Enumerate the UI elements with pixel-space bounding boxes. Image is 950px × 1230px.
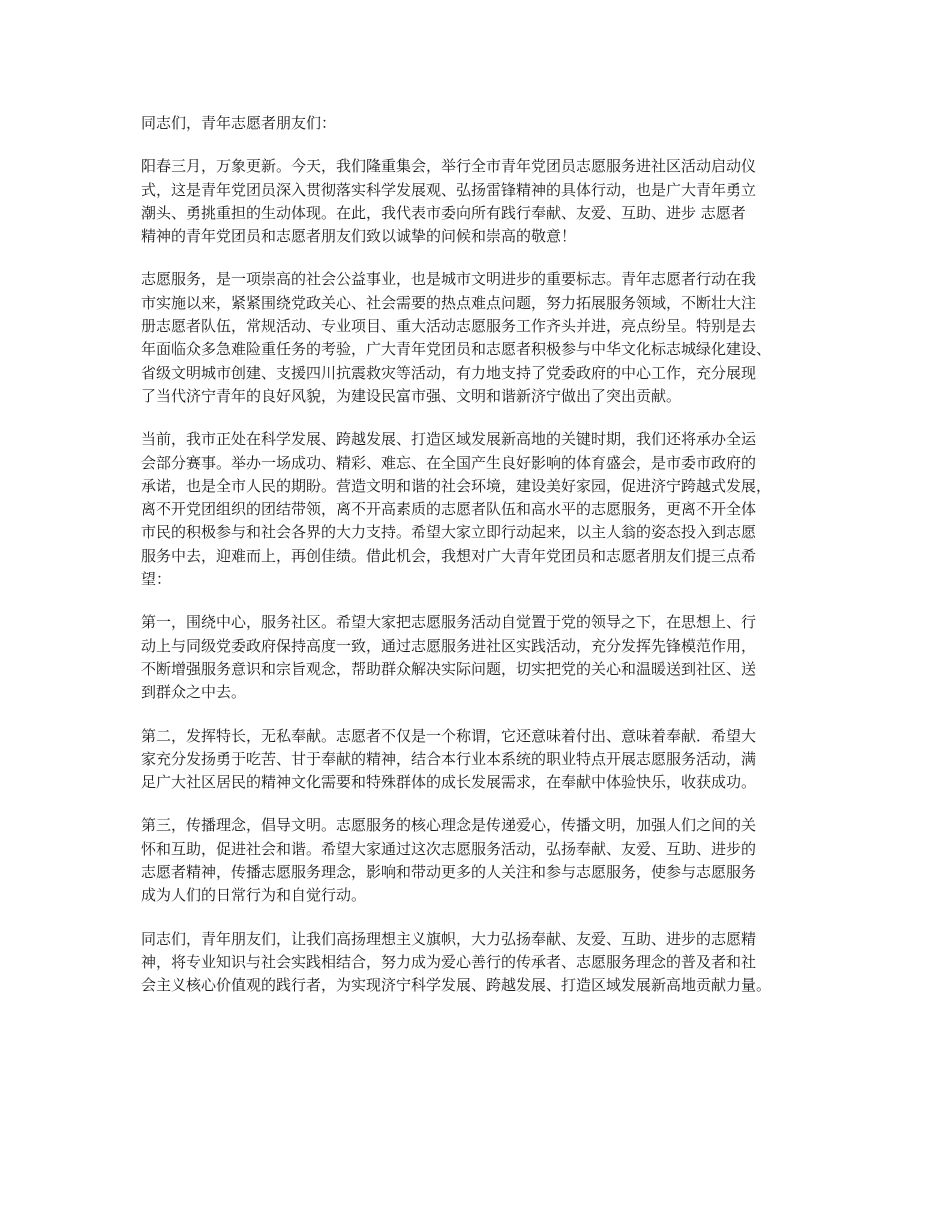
paragraph-line: 家充分发扬勇于吃苦、甘于奉献的精神，结合本行业本系统的职业特点开展志愿服务活动，满 [141,749,757,768]
paragraph-line: 到群众之中去。 [141,683,247,702]
paragraph-line: 望： [141,570,172,589]
body-paragraph [141,611,822,704]
paragraph-line: 第二，发挥特长，无私奉献。志愿者不仅是一个称谓，它还意味着付出、意味着奉献．希望大 [141,726,757,745]
paragraph-line: 同志们，青年朋友们，让我们高扬理想主义旗帜，大力弘扬奉献、友爱、互助、进步的志愿精 [141,929,757,948]
paragraph-line: 怀和互助，促进社会和谐。希望大家通过这次志愿服务活动，弘扬奉献、友爱、互助、进步的 [141,839,757,858]
greeting [141,112,822,135]
speech-body [141,155,822,997]
paragraph-line: 市民的积极参与和社会各界的大力支持。希望大家立即行动起来，以主人翁的姿态投入到志愿 [141,523,757,542]
paragraph-line: 志愿服务，是一项崇高的社会公益事业，也是城市文明进步的重要标志。青年志愿者行动在我 [141,270,757,289]
paragraph-line: 足广大社区居民的精神文化需要和特殊群体的成长发展需求，在奉献中体验快乐，收获成功。 [141,773,757,792]
paragraph-line: 承诺，也是全市人民的期盼。营造文明和谐的社会环境，建设美好家园，促进济宁跨越式发展， [141,476,772,495]
body-paragraph [141,928,822,998]
paragraph-line: 第三，传播理念，倡导文明。志愿服务的核心理念是传递爱心，传播文明，加强人们之间的关 [141,816,757,835]
body-paragraph [141,725,822,795]
paragraph-line: 不断增强服务意识和宗旨观念，帮助群众解决实际问题，切实把党的关心和温暖送到社区、送 [141,659,757,678]
paragraph-line: 册志愿者队伍，常规活动、专业项目、重大活动志愿服务工作齐头并进，亮点纷呈。特别是去 [141,317,757,336]
paragraph-line: 年面临众多急难险重任务的考验，广大青年党团员和志愿者积极参与中华文化标志城绿化建设、 [141,340,772,359]
paragraph-line: 成为人们的日常行为和自觉行动。 [141,886,367,905]
paragraph-line: 会部分赛事。举办一场成功、精彩、难忘、在全国产生良好影响的体育盛会，是市委市政府的 [141,453,757,472]
paragraph-line: 神，将专业知识与社会实践相结合，努力成为爱心善行的传承者、志愿服务理念的普及者和社 [141,952,757,971]
paragraph-line: 市实施以来，紧紧围绕党政关心、社会需要的热点难点问题，努力拓展服务领域，不断壮大注 [141,293,757,312]
body-paragraph [141,428,822,591]
paragraph-line: 省级文明城市创建、支援四川抗震救灾等活动，有力地支持了党委政府的中心工作，充分展现 [141,363,757,382]
paragraph-line: 潮头、勇挑重担的生动体现。在此，我代表市委向所有践行奉献、友爱、互助、进步 志愿者 [141,203,746,222]
paragraph-line: 当前，我市正处在科学发展、跨越发展、打造区域发展新高地的关键时期，我们还将承办全运 [141,430,757,449]
paragraph-line: 精神的青年党团员和志愿者朋友们致以诚挚的问候和崇高的敬意！ [141,227,577,246]
greeting-text: 同志们，青年志愿者朋友们： [141,114,337,132]
paragraph-line: 志愿者精神，传播志愿服务理念，影响和带动更多的人关注和参与志愿服务，使参与志愿服务 [141,863,757,882]
paragraph-line: 离不开党团组织的团结带领，离不开高素质的志愿者队伍和高水平的志愿服务，更离不开全体 [141,500,757,519]
body-paragraph [141,268,822,408]
body-paragraph [141,155,822,248]
speech-document [141,112,822,1018]
paragraph-line: 第一，围绕中心，服务社区。希望大家把志愿服务活动自觉置于党的领导之下，在思想上、行 [141,613,757,632]
paragraph-line: 会主义核心价值观的践行者，为实现济宁科学发展、跨越发展、打造区域发展新高地贡献力量。 [141,976,772,995]
paragraph-line: 动上与同级党委政府保持高度一致，通过志愿服务进社区实践活动，充分发挥先锋模范作用， [141,636,757,655]
body-paragraph [141,814,822,907]
paragraph-line: 服务中去，迎难而上，再创佳绩。借此机会，我想对广大青年党团员和志愿者朋友们提三点希 [141,546,757,565]
paragraph-line: 阳春三月，万象更新。今天，我们隆重集会，举行全市青年党团员志愿服务进社区活动启动仪 [141,157,757,176]
paragraph-line: 式，这是青年党团员深入贯彻落实科学发展观、弘扬雷锋精神的具体行动，也是广大青年勇立 [141,180,757,199]
paragraph-line: 了当代济宁青年的良好风貌，为建设民富市强、文明和谐新济宁做出了突出贡献。 [141,386,682,405]
